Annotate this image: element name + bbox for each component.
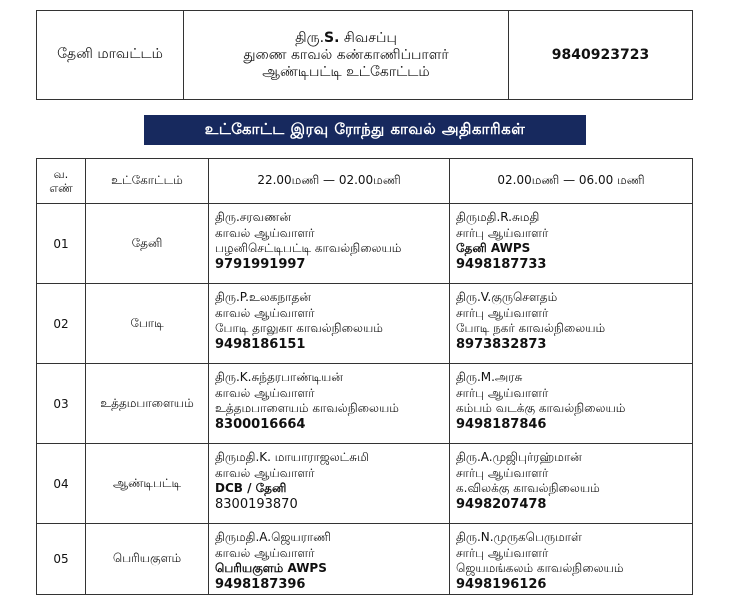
header-morning-shift: 02.00மணி — 06.00 மணி (450, 159, 693, 204)
officer-station: கம்பம் வடக்கு காவல்நிலையம் (456, 401, 626, 415)
evening-officer-cell (209, 204, 450, 284)
header-table (36, 10, 693, 100)
morning-officer-cell (450, 524, 693, 595)
officer-rank: காவல் ஆய்வாளர் (215, 225, 315, 240)
officer-title: திரு.K.சுந்தரபாண்டியன் (215, 370, 343, 384)
patrol-officers-table (36, 158, 693, 595)
officer-title: திரு.P.உலகநாதன் (215, 290, 311, 304)
officer-name-line (184, 30, 508, 47)
row-serial: 02 (37, 284, 86, 364)
officer-phone: 9498196126 (456, 576, 547, 592)
officer-phone: 9498186151 (215, 336, 306, 352)
table-header-row (37, 159, 693, 204)
officer-station: பழனிசெட்டிபட்டி காவல்நிலையம் (215, 241, 402, 255)
section-banner: உட்கோட்ட இரவு ரோந்து காவல் அதிகாரிகள் (144, 115, 586, 145)
district-name: தேனி மாவட்டம் (37, 11, 184, 100)
officer-title: திரு.N.முருகபெருமாள் (456, 530, 582, 544)
officer-rank: சார்பு ஆய்வாளர் (456, 225, 549, 240)
officer-phone: 9498207478 (456, 496, 547, 512)
officer-phone: 8300193870 (215, 496, 298, 512)
row-serial: 03 (37, 364, 86, 444)
officer-station: போடி தாலுகா காவல்நிலையம் (215, 321, 383, 335)
row-subdivision: பெரியகுளம் (86, 524, 209, 595)
officer-title: திருமதி.K. மாயாராஜலட்சுமி (215, 450, 369, 464)
officer-station: ஜெயமங்கலம் காவல்நிலையம் (456, 561, 624, 575)
morning-officer-cell (450, 284, 693, 364)
row-subdivision: உத்தமபாளையம் (86, 364, 209, 444)
row-subdivision: போடி (86, 284, 209, 364)
morning-officer-cell (450, 204, 693, 284)
row-serial: 01 (37, 204, 86, 284)
morning-officer-cell (450, 364, 693, 444)
officer-title: திருமதி.R.சுமதி (456, 210, 540, 224)
row-subdivision: ஆண்டிபட்டி (86, 444, 209, 524)
officer-rank: காவல் ஆய்வாளர் (215, 385, 315, 400)
row-serial: 04 (37, 444, 86, 524)
officer-rank: சார்பு ஆய்வாளர் (456, 545, 549, 560)
header-subdivision: உட்கோட்டம் (86, 159, 209, 204)
evening-officer-cell (209, 524, 450, 595)
officer-phone: 8300016664 (215, 416, 306, 432)
officer-rank: சார்பு ஆய்வாளர் (456, 385, 549, 400)
officer-block (184, 11, 509, 100)
officer-phone: 9498187396 (215, 576, 306, 592)
officer-phone: 9498187846 (456, 416, 547, 432)
officer-phone: 9791991997 (215, 256, 306, 272)
header-evening-shift: 22.00மணி — 02.00மணி (209, 159, 450, 204)
evening-officer-cell (209, 284, 450, 364)
row-serial: 05 (37, 524, 86, 595)
header-serial-number (37, 159, 86, 204)
officer-designation: துணை காவல் கண்காணிப்பாளர் (243, 46, 449, 63)
officer-rank: காவல் ஆய்வாளர் (215, 305, 315, 320)
officer-station: பெரியகுளம் AWPS (215, 561, 327, 575)
officer-name: சிவசப்பு (343, 29, 397, 46)
officer-station: போடி நகர் காவல்நிலையம் (456, 321, 606, 335)
officer-station: க.விலக்கு காவல்நிலையம் (456, 481, 600, 495)
officer-title: திரு.A.முஜிபுர்ரஹ்மான் (456, 450, 582, 464)
officer-title: திருமதி.A.ஜெயராணி (215, 530, 332, 544)
officer-title: திரு.சரவணன் (215, 210, 292, 224)
officer-office: ஆண்டிபட்டி உட்கோட்டம் (262, 63, 430, 80)
morning-officer-cell (450, 444, 693, 524)
row-subdivision: தேனி (86, 204, 209, 284)
evening-officer-cell (209, 364, 450, 444)
officer-name-prefix: திரு. (295, 29, 325, 46)
table-row (37, 364, 693, 444)
header-sn-line-1: வ. (53, 167, 69, 181)
officer-title: திரு.V.குருசௌதம் (456, 290, 558, 304)
officer-rank: சார்பு ஆய்வாளர் (456, 465, 549, 480)
officer-station: உத்தமபாளையம் காவல்நிலையம் (215, 401, 399, 415)
table-row (37, 204, 693, 284)
evening-officer-cell (209, 444, 450, 524)
officer-rank: சார்பு ஆய்வாளர் (456, 305, 549, 320)
officer-station: DCB / தேனி (215, 481, 287, 495)
officer-phone: 9498187733 (456, 256, 547, 272)
header-sn-line-2: எண் (49, 181, 73, 195)
table-row (37, 524, 693, 595)
officer-rank: காவல் ஆய்வாளர் (215, 465, 315, 480)
table-row (37, 444, 693, 524)
officer-title: திரு.M.அரசு (456, 370, 523, 384)
officer-phone: 8973832873 (456, 336, 547, 352)
officer-rank: காவல் ஆய்வாளர் (215, 545, 315, 560)
officer-phone: 9840923723 (509, 11, 693, 100)
officer-name-initial: S. (324, 29, 340, 46)
officer-station: தேனி AWPS (456, 241, 531, 255)
table-row (37, 284, 693, 364)
